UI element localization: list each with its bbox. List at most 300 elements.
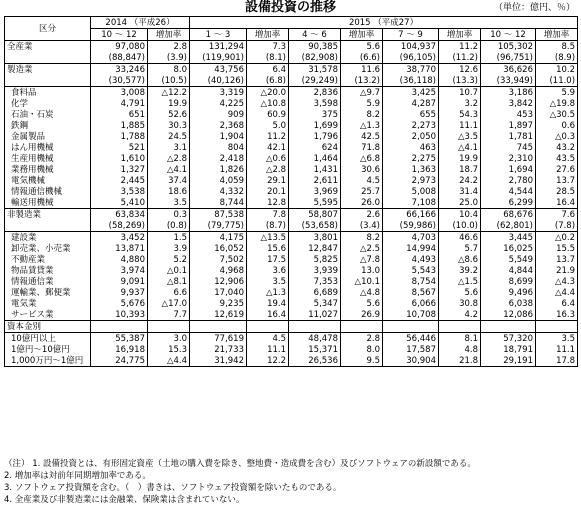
table-row [5, 120, 578, 131]
amount-cell: 3,445 [481, 232, 536, 244]
row-label: 化学 [5, 98, 91, 109]
growth-rate-cell: 20.1 [247, 186, 289, 197]
amount-cell: 14,994 [383, 243, 439, 254]
row-label: 物品賃貸業 [5, 265, 91, 276]
amount-cell: 4,059 [190, 175, 247, 186]
growth-rate-cell: 15.3 [148, 344, 190, 355]
table-row [5, 131, 578, 142]
header-period: 4 ～ 6 [289, 29, 341, 41]
amount-cell: 2,368 [190, 120, 247, 131]
amount-cell: 1,699 [289, 120, 341, 131]
amount-cell: 2,275 [383, 153, 439, 164]
amount-cell: 1,885 [91, 120, 148, 131]
amount-cell: 30,904 [383, 355, 439, 367]
growth-rate-cell: △8.6 [439, 254, 481, 265]
growth-rate-cell: △0.2 [536, 232, 578, 244]
growth-rate-cell: △4.1 [148, 164, 190, 175]
row-label: 石油・石炭 [5, 109, 91, 120]
amount-cell: 29,191 [481, 355, 536, 367]
growth-rate-cell: 19.9 [439, 153, 481, 164]
amount-cell: 2,418 [190, 153, 247, 164]
row-label: 10億円以上 [5, 333, 91, 345]
row-label: 1億円～10億円 [5, 344, 91, 355]
amount-cell: 97,080 [91, 41, 148, 53]
growth-rate-cell: △0.6 [247, 153, 289, 164]
table-row [5, 276, 578, 287]
amount-cell: 38,770 [383, 64, 439, 76]
amount-cell: (96,105) [383, 52, 439, 64]
amount-cell: 5,008 [383, 186, 439, 197]
amount-cell: 33,246 [91, 64, 148, 76]
growth-rate-cell: △12.2 [148, 87, 190, 99]
amount-cell: 16,052 [190, 243, 247, 254]
amount-cell: 4,493 [383, 254, 439, 265]
amount-cell: 36,626 [481, 64, 536, 76]
growth-rate-cell: (10.5) [148, 75, 190, 87]
amount-cell: 17,040 [190, 287, 247, 298]
growth-rate-cell: 25.0 [439, 197, 481, 209]
amount-cell: 521 [91, 142, 148, 153]
header-period: 増加率 [536, 29, 578, 41]
growth-rate-cell: (6.6) [341, 52, 383, 64]
amount-cell: 10,393 [91, 309, 148, 321]
table-row [5, 64, 578, 76]
amount-cell: 2,050 [383, 131, 439, 142]
amount-cell: 17,587 [383, 344, 439, 355]
header-period: 増加率 [247, 29, 289, 41]
amount-cell: 5,595 [289, 197, 341, 209]
amount-cell: 12,619 [190, 309, 247, 321]
row-label: 全産業 [5, 41, 91, 53]
amount-cell: 1,781 [481, 131, 536, 142]
amount-cell: 6,299 [481, 197, 536, 209]
header-year-2014: 2014 （平成26） [91, 17, 190, 29]
growth-rate-cell: △13.5 [247, 232, 289, 244]
growth-rate-cell: 8.5 [536, 41, 578, 53]
footnote: （注） 1. 設備投資とは、有形固定資産（土地の購入費を除き、整地費・造成費を含む）及びソフトウェアの新設額である。 [4, 459, 476, 469]
amount-cell [481, 321, 536, 333]
growth-rate-cell: △8.1 [148, 276, 190, 287]
growth-rate-cell: 11.1 [439, 120, 481, 131]
amount-cell [91, 321, 148, 333]
amount-cell: 58,807 [289, 209, 341, 221]
growth-rate-cell: 27.6 [536, 164, 578, 175]
amount-cell: 1,788 [91, 131, 148, 142]
amount-cell: 131,294 [190, 41, 247, 53]
amount-cell: 63,834 [91, 209, 148, 221]
amount-cell: 6,689 [289, 287, 341, 298]
growth-rate-cell: 31.4 [439, 186, 481, 197]
growth-rate-cell: 3.9 [148, 243, 190, 254]
amount-cell: 8,567 [383, 287, 439, 298]
amount-cell: 3,538 [91, 186, 148, 197]
header-period: 増加率 [148, 29, 190, 41]
table-row [5, 87, 578, 99]
amount-cell: 463 [383, 142, 439, 153]
growth-rate-cell: 12.2 [247, 355, 289, 367]
amount-cell: (33,949) [481, 75, 536, 87]
amount-cell: (88,847) [91, 52, 148, 64]
growth-rate-cell: 12.6 [439, 64, 481, 76]
amount-cell: 3,319 [190, 87, 247, 99]
amount-cell: 1,694 [481, 164, 536, 175]
amount-cell: 10,708 [383, 309, 439, 321]
growth-rate-cell: △2.5 [341, 243, 383, 254]
table-row [5, 209, 578, 221]
growth-rate-cell: △10.8 [247, 98, 289, 109]
growth-rate-cell: 5.9 [536, 87, 578, 99]
header-year-2015: 2015 （平成27） [190, 17, 578, 29]
growth-rate-cell: △1.5 [439, 276, 481, 287]
header-period: 10 ～ 12 [91, 29, 148, 41]
growth-rate-cell: 0.6 [536, 120, 578, 131]
growth-rate-cell: 3.1 [148, 142, 190, 153]
amount-cell [289, 321, 341, 333]
amount-cell: 15,371 [289, 344, 341, 355]
growth-rate-cell: △4.4 [148, 355, 190, 367]
growth-rate-cell: 11.6 [341, 64, 383, 76]
amount-cell: 5,825 [289, 254, 341, 265]
amount-cell: 2,310 [481, 153, 536, 164]
table-row [5, 265, 578, 276]
amount-cell: 90,385 [289, 41, 341, 53]
growth-rate-cell: 2.8 [341, 333, 383, 345]
amount-cell: 1,363 [383, 164, 439, 175]
growth-rate-cell: 18.7 [439, 164, 481, 175]
amount-cell: 2,836 [289, 87, 341, 99]
row-label: はん用機械 [5, 142, 91, 153]
growth-rate-cell: 10.7 [439, 87, 481, 99]
growth-rate-cell: 42.5 [341, 131, 383, 142]
table-row [5, 321, 578, 333]
amount-cell: 6,038 [481, 298, 536, 309]
growth-rate-cell: △2.8 [148, 153, 190, 164]
amount-cell: 4,968 [190, 265, 247, 276]
growth-rate-cell: 30.8 [439, 298, 481, 309]
growth-rate-cell: 5.7 [439, 243, 481, 254]
table-row [5, 243, 578, 254]
growth-rate-cell: 17.5 [247, 254, 289, 265]
growth-rate-cell: 24.2 [439, 175, 481, 186]
growth-rate-cell: (7.8) [536, 220, 578, 232]
table-row [5, 287, 578, 298]
growth-rate-cell: 7.3 [247, 41, 289, 53]
amount-cell: 68,676 [481, 209, 536, 221]
amount-cell: 453 [481, 109, 536, 120]
amount-cell: (96,751) [481, 52, 536, 64]
amount-cell: 31,578 [289, 64, 341, 76]
growth-rate-cell: 1.5 [148, 232, 190, 244]
growth-rate-cell: 43.5 [536, 153, 578, 164]
amount-cell: 3,842 [481, 98, 536, 109]
footnote: 3. ソフトウェア投資額を含む。（ ）書きは、ソフトウェア投資額を除いたものである。 [4, 483, 342, 493]
table-row [5, 142, 578, 153]
amount-cell: 655 [383, 109, 439, 120]
growth-rate-cell: △7.8 [341, 254, 383, 265]
growth-rate-cell: (3.9) [148, 52, 190, 64]
amount-cell: 2,780 [481, 175, 536, 186]
amount-cell: 1,897 [481, 120, 536, 131]
growth-rate-cell: 3.5 [247, 276, 289, 287]
growth-rate-cell: △6.8 [341, 153, 383, 164]
growth-rate-cell: 4.2 [439, 309, 481, 321]
capex-table [4, 16, 578, 367]
growth-rate-cell: 2.8 [148, 41, 190, 53]
table-row [5, 98, 578, 109]
amount-cell: 2,273 [383, 120, 439, 131]
growth-rate-cell: 19.9 [148, 98, 190, 109]
growth-rate-cell: △9.7 [341, 87, 383, 99]
growth-rate-cell: △4.1 [439, 142, 481, 153]
row-label: 電気業 [5, 298, 91, 309]
growth-rate-cell: (10.0) [439, 220, 481, 232]
amount-cell: 16,918 [91, 344, 148, 355]
growth-rate-cell: 10.4 [439, 209, 481, 221]
table-row [5, 197, 578, 209]
amount-cell: 3,008 [91, 87, 148, 99]
amount-cell: (53,658) [289, 220, 341, 232]
amount-cell: 5,676 [91, 298, 148, 309]
header-category: 区分 [5, 17, 91, 41]
amount-cell: (58,269) [91, 220, 148, 232]
growth-rate-cell: (0.8) [148, 220, 190, 232]
amount-cell: 12,847 [289, 243, 341, 254]
growth-rate-cell: 11.1 [247, 344, 289, 355]
growth-rate-cell: 12.8 [247, 197, 289, 209]
table-row [5, 186, 578, 197]
table-row [5, 254, 578, 265]
growth-rate-cell: 4.8 [439, 344, 481, 355]
row-label [5, 75, 91, 87]
amount-cell: 651 [91, 109, 148, 120]
growth-rate-cell: △0.1 [148, 265, 190, 276]
row-label: 情報通信業 [5, 276, 91, 287]
growth-rate-cell: 21.8 [439, 355, 481, 367]
amount-cell: 66,166 [383, 209, 439, 221]
growth-rate-cell: 30.6 [341, 164, 383, 175]
growth-rate-cell: 52.6 [148, 109, 190, 120]
amount-cell: 4,880 [91, 254, 148, 265]
growth-rate-cell: 37.4 [148, 175, 190, 186]
growth-rate-cell: 46.6 [439, 232, 481, 244]
amount-cell: 1,826 [190, 164, 247, 175]
growth-rate-cell: 3.5 [536, 333, 578, 345]
amount-cell: 21,733 [190, 344, 247, 355]
amount-cell: 105,302 [481, 41, 536, 53]
row-label: 輸送用機械 [5, 197, 91, 209]
amount-cell: 12,086 [481, 309, 536, 321]
growth-rate-cell: 5.6 [439, 287, 481, 298]
row-label: 業務用機械 [5, 164, 91, 175]
amount-cell: 745 [481, 142, 536, 153]
amount-cell: 4,703 [383, 232, 439, 244]
amount-cell: 2,445 [91, 175, 148, 186]
row-label: 建設業 [5, 232, 91, 244]
amount-cell: 3,425 [383, 87, 439, 99]
row-label: 資本金別 [5, 321, 91, 333]
amount-cell: 56,446 [383, 333, 439, 345]
growth-rate-cell: 5.2 [148, 254, 190, 265]
growth-rate-cell: 26.0 [341, 197, 383, 209]
amount-cell: 18,791 [481, 344, 536, 355]
table-row [5, 355, 578, 367]
amount-cell: 5,543 [383, 265, 439, 276]
amount-cell: (82,908) [289, 52, 341, 64]
page-title: 設備投資の推移 [244, 0, 336, 15]
growth-rate-cell: 11.2 [439, 41, 481, 53]
row-label [5, 52, 91, 64]
growth-rate-cell: △10.1 [341, 276, 383, 287]
footnotes [4, 458, 577, 506]
amount-cell: 3,801 [289, 232, 341, 244]
amount-cell: (40,126) [190, 75, 247, 87]
growth-rate-cell [148, 321, 190, 333]
amount-cell: 31,942 [190, 355, 247, 367]
growth-rate-cell: △4.8 [341, 287, 383, 298]
growth-rate-cell: 26.9 [341, 309, 383, 321]
amount-cell: 8,754 [383, 276, 439, 287]
amount-cell: 375 [289, 109, 341, 120]
amount-cell: (29,249) [289, 75, 341, 87]
header-period: 増加率 [341, 29, 383, 41]
amount-cell: 24,775 [91, 355, 148, 367]
amount-cell: 4,844 [481, 265, 536, 276]
growth-rate-cell: △1.3 [341, 120, 383, 131]
amount-cell: 5,549 [481, 254, 536, 265]
growth-rate-cell: 15.6 [247, 243, 289, 254]
amount-cell: 7,353 [289, 276, 341, 287]
growth-rate-cell [341, 321, 383, 333]
growth-rate-cell: 6.4 [536, 298, 578, 309]
footnote: 4. 全産業及び非製造業には金融業、保険業は含まれていない。 [4, 495, 245, 505]
amount-cell: 8,699 [481, 276, 536, 287]
amount-cell: 55,387 [91, 333, 148, 345]
growth-rate-cell: (11.2) [439, 52, 481, 64]
amount-cell: 7,108 [383, 197, 439, 209]
row-label: 金属製品 [5, 131, 91, 142]
amount-cell: 87,538 [190, 209, 247, 221]
growth-rate-cell: 3.2 [439, 98, 481, 109]
growth-rate-cell: 8.2 [341, 232, 383, 244]
table-row [5, 109, 578, 120]
row-label: 情報通信機械 [5, 186, 91, 197]
amount-cell: 3,598 [289, 98, 341, 109]
growth-rate-cell: 6.6 [148, 287, 190, 298]
amount-cell: 57,320 [481, 333, 536, 345]
growth-rate-cell: △17.0 [148, 298, 190, 309]
growth-rate-cell: 5.6 [341, 298, 383, 309]
growth-rate-cell: (8.9) [536, 52, 578, 64]
amount-cell [383, 321, 439, 333]
growth-rate-cell: 17.8 [536, 355, 578, 367]
growth-rate-cell: 8.1 [439, 333, 481, 345]
growth-rate-cell: 11.2 [247, 131, 289, 142]
amount-cell: 11,027 [289, 309, 341, 321]
growth-rate-cell: 19.4 [247, 298, 289, 309]
growth-rate-cell: △4.3 [536, 276, 578, 287]
amount-cell: 909 [190, 109, 247, 120]
row-label: 製造業 [5, 64, 91, 76]
growth-rate-cell: 9.5 [341, 355, 383, 367]
growth-rate-cell: △20.0 [247, 87, 289, 99]
growth-rate-cell: 5.9 [341, 98, 383, 109]
header-period: 7 ～ 9 [383, 29, 439, 41]
growth-rate-cell: 3.5 [148, 197, 190, 209]
amount-cell: 43,756 [190, 64, 247, 76]
growth-rate-cell: △30.5 [536, 109, 578, 120]
table-row [5, 232, 578, 244]
growth-rate-cell [247, 321, 289, 333]
amount-cell: 26,536 [289, 355, 341, 367]
amount-cell: 804 [190, 142, 247, 153]
amount-cell: 4,544 [481, 186, 536, 197]
row-label: 卸売業、小売業 [5, 243, 91, 254]
header-period: 10 ～ 12 [481, 29, 536, 41]
amount-cell: 3,939 [289, 265, 341, 276]
amount-cell: (62,801) [481, 220, 536, 232]
row-label: サービス業 [5, 309, 91, 321]
amount-cell: 1,327 [91, 164, 148, 175]
growth-rate-cell: △4.4 [536, 287, 578, 298]
row-label: 鉄鋼 [5, 120, 91, 131]
amount-cell: 8,744 [190, 197, 247, 209]
unit-label: （単位：億円、％） [493, 3, 575, 13]
amount-cell: 9,937 [91, 287, 148, 298]
growth-rate-cell: 21.9 [536, 265, 578, 276]
growth-rate-cell: 5.6 [341, 41, 383, 53]
row-label [5, 220, 91, 232]
table-row [5, 153, 578, 164]
growth-rate-cell: △1.3 [247, 287, 289, 298]
growth-rate-cell: (13.2) [341, 75, 383, 87]
table-row [5, 175, 578, 186]
growth-rate-cell: 13.0 [341, 265, 383, 276]
growth-rate-cell: 8.0 [341, 344, 383, 355]
amount-cell: 4,332 [190, 186, 247, 197]
growth-rate-cell: △3.5 [439, 131, 481, 142]
growth-rate-cell: 8.2 [341, 109, 383, 120]
table-row [5, 75, 578, 87]
growth-rate-cell: △0.3 [536, 131, 578, 142]
growth-rate-cell: 42.1 [247, 142, 289, 153]
amount-cell: 2,611 [289, 175, 341, 186]
growth-rate-cell: 11.1 [536, 344, 578, 355]
row-label: 電気機械 [5, 175, 91, 186]
growth-rate-cell: (6.8) [247, 75, 289, 87]
amount-cell: 48,478 [289, 333, 341, 345]
amount-cell [190, 321, 247, 333]
growth-rate-cell: 25.7 [341, 186, 383, 197]
growth-rate-cell: (8.7) [247, 220, 289, 232]
growth-rate-cell: 30.3 [148, 120, 190, 131]
table-row [5, 52, 578, 64]
growth-rate-cell: 10.2 [536, 64, 578, 76]
amount-cell: 4,287 [383, 98, 439, 109]
table-row [5, 164, 578, 175]
amount-cell: 16,025 [481, 243, 536, 254]
growth-rate-cell: △2.8 [247, 164, 289, 175]
amount-cell: 77,619 [190, 333, 247, 345]
growth-rate-cell: 71.8 [341, 142, 383, 153]
growth-rate-cell: 13.7 [536, 175, 578, 186]
growth-rate-cell: (3.4) [341, 220, 383, 232]
amount-cell: (36,118) [383, 75, 439, 87]
growth-rate-cell: 4.5 [247, 333, 289, 345]
amount-cell: 1,431 [289, 164, 341, 175]
amount-cell: 4,175 [190, 232, 247, 244]
growth-rate-cell: (13.3) [439, 75, 481, 87]
growth-rate-cell: 6.4 [247, 64, 289, 76]
